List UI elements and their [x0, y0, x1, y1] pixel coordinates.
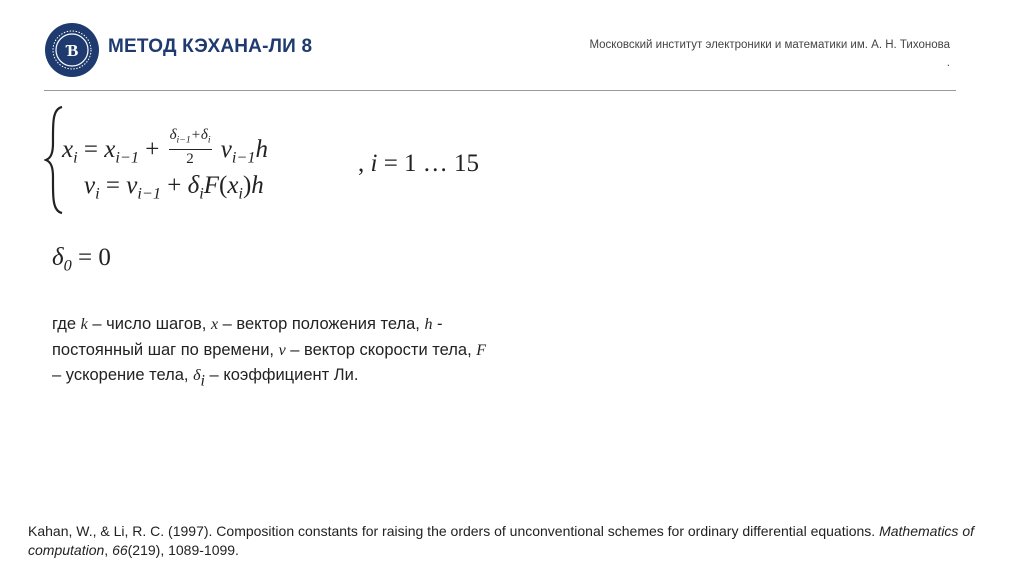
initial-condition: $\delta_0 = 0$: [52, 244, 111, 275]
equation-position: $x_i = x_{i-1}$ + $\frac{\delta_{i-1}+\delta_i}{2}$ $v_{i-1}h$: [62, 127, 269, 168]
university-logo: [44, 22, 100, 78]
fraction-delta: $\frac{\delta_{i-1}+\delta_i}{2}$: [169, 127, 211, 168]
svg-text:Ɓ: Ɓ: [65, 41, 79, 60]
variable-description: где k – число шагов, x – вектор положения тела, h - постоянный шаг по времени, v – вектор скорости тела, F – ускорение тела, $\delta_i$ – коэффициент Ли.: [52, 315, 487, 390]
index-range: , i = 1 … 15: [358, 150, 480, 177]
institute-label: Московский институт электроники и математики им. А. Н. Тихонова: [589, 39, 950, 51]
equation-velocity: $v_i = v_{i-1} + \delta_iF(x_i)h$: [84, 172, 264, 203]
header-divider: [44, 90, 956, 91]
institute-dot: .: [946, 57, 950, 69]
page-title: МЕТОД КЭХАНА-ЛИ 8: [108, 36, 313, 57]
institute-name: [589, 36, 950, 72]
bibliographic-reference: Kahan, W., & Li, R. C. (1997). Composition constants for raising the orders of unconventional schemes for ordinary differential equations. Mathematics of computation, 66(219), 1089-1099.: [28, 523, 975, 558]
